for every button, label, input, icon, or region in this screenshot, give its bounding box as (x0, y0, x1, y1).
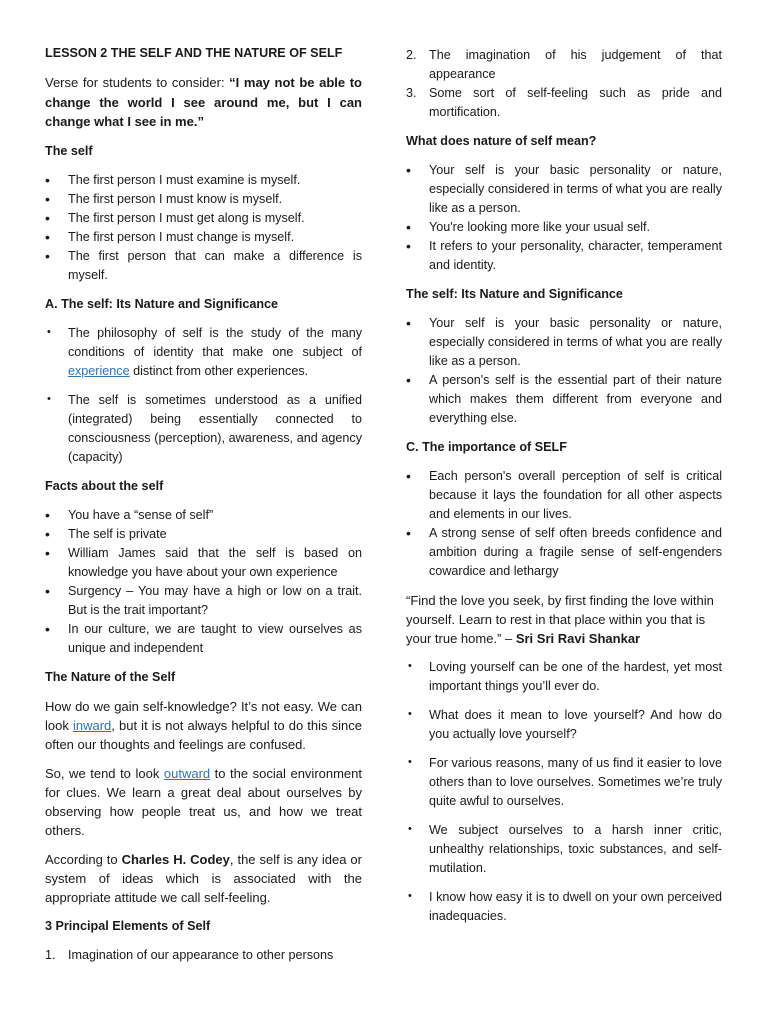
list-item: • A strong sense of self often breeds confidence and ambition during a fragile sense of self-engenders cowardice and lethargy (406, 525, 722, 578)
list-item: • Each person's overall perception of self is critical because it lays the foundation for all other aspects and elements in our lives. (406, 468, 722, 521)
list-item: • The philosophy of self is the study of the many conditions of identity that make one subject of experience distinct from other experiences. (45, 324, 362, 381)
the-self-list (45, 171, 362, 285)
list-item: • The self is sometimes understood as a unified (integrated) being essentially connected to consciousness (perception), awareness, and agency (capacity) (45, 391, 362, 467)
principal-heading: 3 Principal Elements of Self (45, 918, 211, 933)
list-item: • The first person I must know is myself. (45, 190, 283, 207)
verse-intro: Verse for students to consider: (45, 75, 230, 90)
bullet-icon: • (45, 525, 50, 542)
lesson-title: LESSON 2 THE SELF AND THE NATURE OF SELF (45, 46, 343, 60)
love-list (406, 658, 722, 926)
bullet-icon: • (45, 190, 50, 207)
list-item: • The self is private (45, 525, 167, 542)
left-column (45, 44, 362, 965)
bullet-icon: • (408, 823, 412, 835)
bullet-icon: • (408, 890, 412, 902)
bullet-icon: • (45, 209, 50, 226)
facts-list (45, 506, 362, 658)
codey-paragraph: According to Charles H. Codey, the self is any idea or system of ideas which is associated with the appropriate attitude we call self-feeling. (45, 851, 362, 905)
list-item: 3. Some sort of self-feeling such as pride and mortification. (406, 86, 722, 119)
bullet-icon: • (406, 238, 411, 254)
bullet-icon: • (45, 171, 50, 188)
item-number: 3. (406, 86, 417, 100)
bullet-icon: • (408, 660, 412, 672)
bullet-icon: • (408, 708, 412, 720)
list-item: • The first person I must change is myself. (45, 228, 295, 245)
section-a-heading: A. The self: Its Nature and Significance (45, 296, 279, 311)
list-item: • The first person I must get along is myself. (45, 209, 305, 226)
bullet-icon: • (406, 219, 411, 235)
bullet-icon: • (47, 392, 51, 405)
verse-paragraph (45, 73, 362, 132)
bullet-icon: • (406, 468, 411, 484)
section-a-list (45, 324, 362, 467)
bullet-icon: • (45, 247, 50, 264)
the-self-heading: The self (45, 143, 93, 158)
bullet-icon: • (406, 372, 411, 388)
bullet-icon: • (45, 582, 50, 599)
significance-heading: The self: Its Nature and Significance (406, 287, 623, 301)
list-item: • I know how easy it is to dwell on your own perceived inadequacies. (406, 888, 722, 926)
list-item: • What does it mean to love yourself? And how do you actually love yourself? (406, 706, 722, 744)
nature-mean-list (406, 161, 722, 275)
list-item: 1. Imagination of our appearance to other persons (45, 946, 362, 965)
significance-list (406, 314, 722, 428)
list-item: • For various reasons, many of us find it easier to love others than to love ourselves. Sometimes we’re truly quite awful to ourselves. (406, 754, 722, 811)
quote-author: Sri Sri Ravi Shankar (515, 631, 641, 646)
outward-link[interactable]: outward (163, 765, 211, 781)
list-item: • William James said that the self is based on knowledge you have about your own experience (45, 544, 362, 579)
bullet-icon: • (408, 756, 412, 768)
list-item: 2. The imagination of his judgement of that appearance (406, 48, 722, 81)
facts-heading: Facts about the self (45, 478, 164, 493)
bullet-icon: • (47, 325, 51, 338)
nature-paragraph-1: How do we gain self-knowledge? It’s not easy. We can look inward, but it is not always helpful to do this since often our thoughts and feelings are confused. (45, 698, 362, 752)
bullet-icon: • (45, 620, 50, 637)
item-number: 2. (406, 48, 417, 62)
list-item: • Your self is your basic personality or nature, especially considered in terms of what you are really like as a person. (406, 315, 722, 368)
list-item: • The first person I must examine is myself. (45, 171, 301, 188)
list-item: • The first person that can make a difference is myself. (45, 247, 362, 282)
bullet-icon: • (406, 525, 411, 541)
ravi-shankar-quote: “Find the love you seek, by first finding the love within yourself. Learn to rest in that place within you that is your true home.” – Sri Sri Ravi Shankar (406, 593, 714, 646)
list-item: • It refers to your personality, character, temperament and identity. (406, 238, 722, 272)
nature-paragraph-2: So, we tend to look outward to the social environment for clues. We learn a great deal about ourselves by observing how people treat us, and how we treat others. (45, 765, 363, 838)
list-item: • Surgency – You may have a high or low on a trait. But is the trait important? (45, 582, 362, 617)
inward-link[interactable]: inward (72, 717, 112, 733)
codey-name: Charles H. Codey (121, 851, 230, 867)
list-item: • Loving yourself can be one of the hardest, yet most important things you’ll ever do. (406, 658, 722, 696)
verse-quote: “I may not be able to change the world I see around me, but I can change what I see in me.” (45, 75, 362, 129)
list-item: • In our culture, we are taught to view ourselves as unique and independent (45, 620, 362, 655)
right-column (406, 46, 722, 936)
experience-link[interactable]: experience (68, 363, 130, 378)
list-item: • You have a “sense of self” (45, 506, 214, 523)
nature-mean-heading: What does nature of self mean? (406, 134, 597, 148)
item-number: 1. (45, 947, 56, 962)
bullet-icon: • (406, 162, 411, 178)
bullet-icon: • (406, 315, 411, 331)
bullet-icon: • (45, 506, 50, 523)
bullet-icon: • (45, 228, 50, 245)
list-item: • Your self is your basic personality or nature, especially considered in terms of what you are really like as a person. (406, 162, 722, 215)
bullet-icon: • (45, 544, 50, 561)
principal-list (45, 946, 362, 965)
list-item: • A person's self is the essential part of their nature which makes them different from everyone and everything else. (406, 372, 722, 425)
principal-list-continued (406, 46, 722, 122)
importance-heading: C. The importance of SELF (406, 440, 567, 454)
nature-heading: The Nature of the Self (45, 669, 176, 684)
importance-list (406, 467, 722, 581)
list-item: • You're looking more like your usual self. (406, 219, 651, 235)
list-item: • We subject ourselves to a harsh inner critic, unhealthy relationships, toxic substances, and self-mutilation. (406, 821, 722, 878)
